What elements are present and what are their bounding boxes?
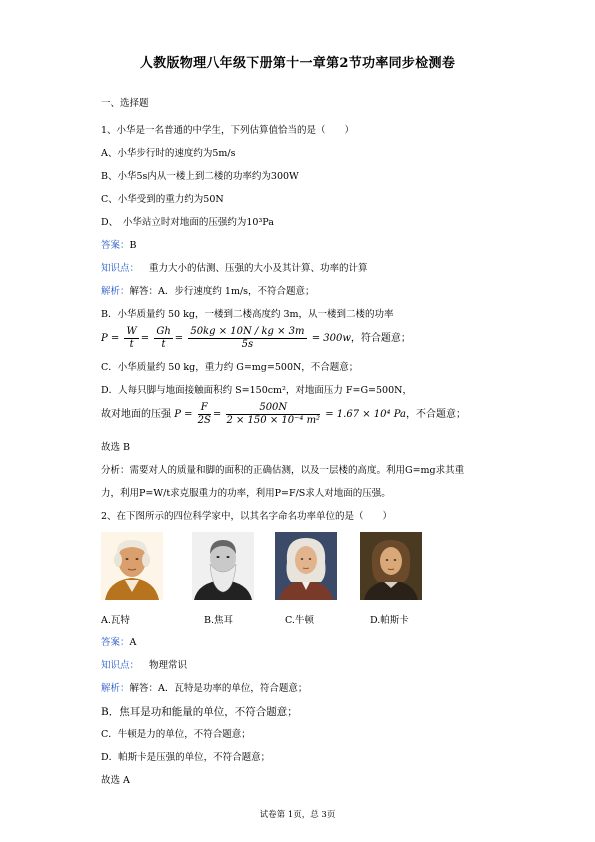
analysis-text: 解答：A．步行速度约 1m/s，不符合题意； [129, 286, 315, 297]
q1-analysis-d: D．人每只脚与地面接触面积约 S=150cm²，对地面压力 F=G=500N， [101, 385, 412, 396]
q2-analysis-c: C．牛顿是力的单位，不符合题意； [101, 729, 251, 740]
eq2-fraction-1: $\frac{F}{2S}$ [197, 402, 211, 426]
portrait-pascal [360, 532, 422, 600]
knowledge-label: 知识点： [101, 660, 140, 671]
portrait-joule [192, 532, 254, 600]
page-title: 人教版物理八年级下册第十一章第2节功率同步检测卷 [139, 56, 456, 71]
question-1-stem: 1、小华是一名普通的中学生，下列估算值恰当的是（ ） [101, 125, 355, 136]
eq1-fraction-3: $\frac{50kg \times 10N / kg \times 3m}{5s}$ [190, 326, 305, 350]
answer-value: B [129, 240, 137, 251]
knowledge-value: 重力大小的估测、压强的大小及其计算、功率的计算 [149, 263, 368, 274]
q2-answer [101, 637, 136, 649]
q1-analysis-b: B．小华质量约 50 kg，一楼到二楼高度约 3m，从一楼到二楼的功率 [101, 309, 394, 320]
q1-option-d: D、 小华站立时对地面的压强约为10³Pa [101, 217, 274, 228]
eq1-lhs: P = [101, 333, 120, 344]
q1-summary-line-2: 力，利用P=W/t求克服重力的功率，利用P=F/S求人对地面的压强。 [101, 488, 391, 499]
q1-answer [101, 240, 137, 252]
eq2-lhs: P = [174, 409, 193, 420]
caption-b: B.焦耳 [204, 615, 234, 626]
eq1-tail: ，符合题意； [350, 333, 411, 344]
caption-a: A.瓦特 [101, 615, 130, 626]
question-2-stem: 2、在下图所示的四位科学家中，以其名字命名功率单位的是（ ） [101, 511, 393, 522]
eq2-prefix: 故对地面的压强 [101, 409, 171, 420]
q1-analysis-a [101, 286, 315, 298]
knowledge-value: 物理常识 [149, 660, 188, 671]
caption-d: D.帕斯卡 [370, 615, 409, 626]
knowledge-label: 知识点： [101, 263, 140, 274]
eq2-rhs: = 1.67 × 10⁴ Pa [325, 409, 406, 420]
caption-c: C.牛顿 [285, 615, 314, 626]
eq2-tail: ，不合题意； [405, 409, 466, 420]
answer-label: 答案： [101, 637, 130, 648]
q1-summary-line-1: 分析：需要对人的质量和脚的面积的正确估测，以及一层楼的高度。利用G=mg求其重 [101, 465, 465, 476]
eq1-rhs: = 300w [311, 333, 351, 344]
q2-analysis-a [101, 683, 307, 695]
portrait-watt [101, 532, 163, 600]
q1-knowledge [101, 263, 368, 275]
q2-analysis-d: D．帕斯卡是压强的单位，不符合题意； [101, 752, 271, 763]
portrait-newton [275, 532, 337, 600]
analysis-label: 解析： [101, 286, 130, 297]
eq1-fraction-1: $\frac{W}{t}$ [126, 326, 137, 350]
eq2-fraction-2: $\frac{500N}{\text{2 × 150 × 10⁻⁴ m²}}$ [226, 402, 321, 426]
q1-analysis-c: C．小华质量约 50 kg，重力约 G=mg=500N，不合题意； [101, 362, 359, 373]
eq1-fraction-2: $\frac{Gh}{t}$ [156, 326, 171, 350]
q1-conclusion: 故选 B [101, 442, 131, 453]
q1-option-b: B、小华5s内从一楼上到二楼的功率约为300W [101, 171, 299, 182]
section-heading: 一、选择题 [101, 98, 149, 109]
q2-knowledge [101, 660, 187, 672]
q2-conclusion: 故选 A [101, 775, 130, 786]
answer-value: A [129, 637, 137, 648]
q1-option-a: A、小华步行时的速度约为5m/s [101, 148, 236, 159]
q1-option-c: C、小华受到的重力约为50N [101, 194, 224, 205]
pressure-equation: 故对地面的压强 P = $\frac{F}{2S}$ = $\frac{500N}{\text{2 × 150 × 10⁻⁴ m²}}$ = 1.67 × 10⁴ Pa，不合题意； [101, 402, 466, 426]
answer-label: 答案： [101, 240, 130, 251]
power-equation: P = $\frac{W}{t}$ = $\frac{Gh}{t}$ = $\frac{50kg \times 10N / kg \times 3m}{5s}$ = 300w，符合题意； [101, 326, 411, 350]
analysis-label: 解析： [101, 683, 130, 694]
q2-analysis-b: B．焦耳是功和能量的单位，不符合题意； [101, 706, 298, 718]
analysis-text: 解答：A．瓦特是功率的单位，符合题意； [129, 683, 308, 694]
page-footer: 试卷第 1页，总 3页 [259, 810, 336, 820]
